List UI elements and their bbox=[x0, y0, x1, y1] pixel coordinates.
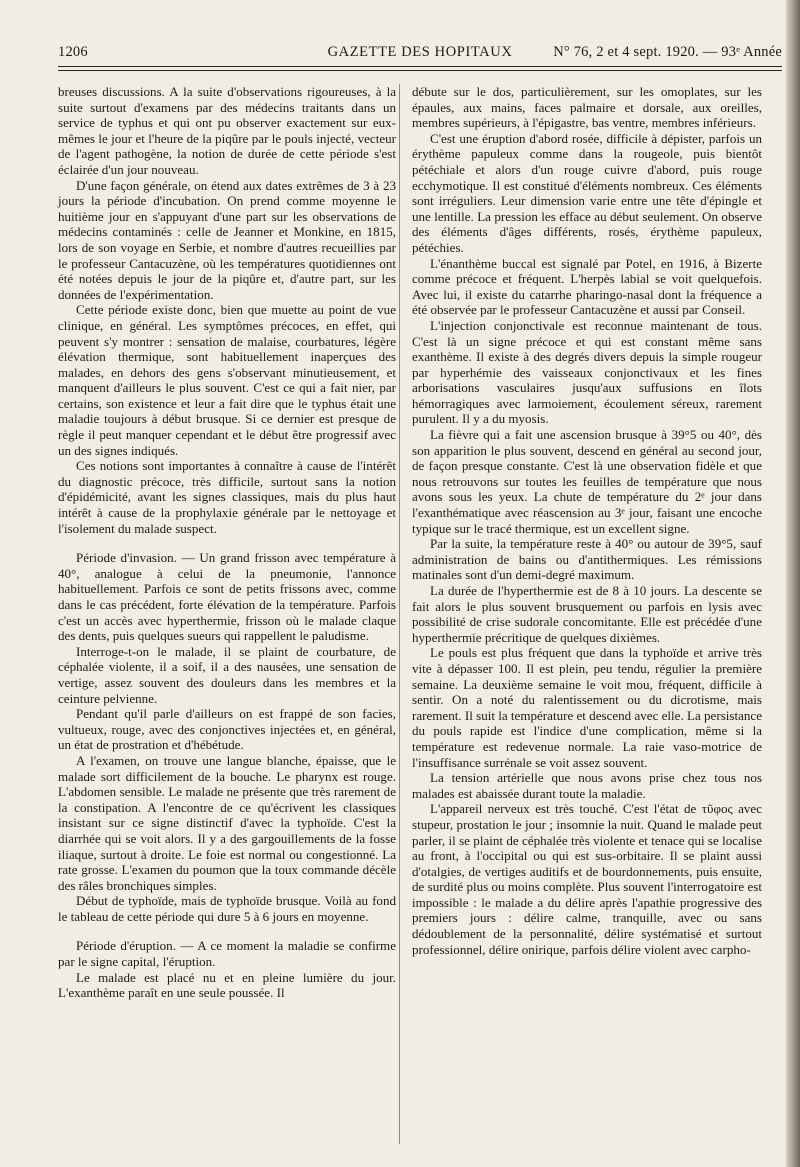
paragraph: Interroge-t-on le malade, il se plaint de courbature, de céphalée violente, il a soif, il a des nausées, une sensation de vertige, assez souvent des douleurs dans les membres et la ceinture pelvienne. bbox=[58, 643, 396, 706]
paragraph: Le pouls est plus fréquent que dans la typhoïde et arrive très vite à dépasser 100. Il est plein, peu tendu, régulier la première semaine. La deuxième semaine le voit mou, fréquent, difficile à sentir. On a noté du ralentissement ou du dicrotisme, mais rarement. Il suit la température et descend avec elle. La persistance du pouls rapide est l'indice d'une complication, même si la température est redevenue normale. La raie vaso-motrice de l'insuffisance surrénale se voit assez souvent. bbox=[412, 645, 762, 770]
paragraph: Par la suite, la température reste à 40° ou autour de 39°5, sauf administration de bains ou d'antithermiques. Les rémissions matinales sont d'un demi-degré maximum. bbox=[412, 536, 762, 583]
section-eruption: Période d'éruption. — A ce moment la maladie se confirme par le signe capital, l'éruption. bbox=[58, 938, 396, 970]
left-column bbox=[58, 84, 396, 1001]
paragraph: La tension artérielle que nous avons prise chez tous nos malades est abaissée durant toute la maladie. bbox=[412, 770, 762, 801]
paragraph: Le malade est placé nu et en pleine lumière du jour. L'exanthème paraît en une seule poussée. Il bbox=[58, 969, 396, 1001]
page-number: 1206 bbox=[58, 44, 88, 60]
issue-info: N° 76, 2 et 4 sept. 1920. — 93ᵉ Année bbox=[553, 44, 782, 60]
paragraph: Ces notions sont importantes à connaître à cause de l'intérêt du diagnostic précoce, très difficile, surtout sans la notion d'épidémicité, avant les signes classiques, mais du plus haut intérêt à cause de la prophylaxie générale par le nettoyage et l'isolement du malade suspect. bbox=[58, 458, 396, 536]
paragraph: A l'examen, on trouve une langue blanche, épaisse, que le malade sort difficilement de la bouche. Le pharynx est rouge. L'abdomen sensible. Le malade ne présente que très rarement de la constipation. A l'encontre de ce qu'écrivent les classiques insistant sur ce signe distinctif d'avec la typhoïde. C'est la diarrhée qui se voit alors. Il y a des gargouillements de la fosse iliaque, surtout à droite. Le foie est normal ou congestionné. La rate grosse. L'examen du poumon que la toux commande décèle des râles bronchiques simples. bbox=[58, 752, 396, 893]
section-invasion: Période d'invasion. — Un grand frisson avec température à 40°, analogue à celui de la pneumonie, l'annonce habituellement. Parfois ce sont de petits frissons avec, comme dans le cas précédent, forte élévation de la température. Parfois c'est un accès avec hyperthermie, frisson où le malade claque des dents, puis quelques sueurs qui rappellent le paludisme. bbox=[58, 550, 396, 644]
paragraph: Cette période existe donc, bien que muette au point de vue clinique, en général. Les symptômes précoces, en effet, qui peuvent s'y montrer : sensation de malaise, courbatures, légère élévation thermique, sont habituellement inaperçues des malades, en dehors des gens s'observant minutieusement, et manquent d'ailleurs le plus souvent. C'est ce qui a fait nier, par certains, son existence et leur a fait dire que le typhus était une maladie toujours à début brusque. Si ce dernier est presque de règle il peut manquer cependant et le début être progressif avec un des signes indiqués. bbox=[58, 302, 396, 458]
journal-title: GAZETTE DES HOPITAUX bbox=[327, 44, 513, 60]
header-rule bbox=[58, 66, 782, 67]
paragraph: L'énanthème buccal est signalé par Potel, en 1916, à Bizerte comme précoce et fréquent. L'herpès labial se voit quelquefois. Avec lui, il existe du catarrhe pharingo-nasal dont la fréquence a été observée par le professeur Cantacuzène et aussi par Conseil. bbox=[412, 255, 762, 318]
column-divider bbox=[399, 84, 400, 1144]
paragraph: débute sur le dos, particulièrement, sur les omoplates, sur les épaules, aux mains, faces palmaire et dorsale, aux oreilles, membres supérieurs, à l'épigastre, bas ventre, membres inférieurs. bbox=[412, 84, 762, 131]
right-column bbox=[412, 84, 762, 957]
paragraph: Pendant qu'il parle d'ailleurs on est frappé de son facies, vultueux, rouge, avec des conjonctives injectées et, en général, un état de prostration et d'hébétude. bbox=[58, 706, 396, 753]
paragraph: C'est une éruption d'abord rosée, difficile à dépister, parfois un érythème papuleux comme dans la rougeole, puis bientôt pétéchiale et alors d'un rouge cuivre d'abord, puis rouge ecchymotique. Il est constitué d'éléments nombreux. Ces éléments sont irréguliers. Leur dimension varie entre une tête d'épingle et une lentille. La pression les efface au début seulement. On observe des éléments d'âges différents, rosés, érythème papuleux, pétéchies. bbox=[412, 130, 762, 255]
page-header bbox=[58, 44, 782, 66]
page-edge-shadow bbox=[786, 0, 800, 1167]
paragraph: Début de typhoïde, mais de typhoïde brusque. Voilà au fond le tableau de cette période qui dure 5 à 6 jours en moyenne. bbox=[58, 893, 396, 924]
paragraph: breuses discussions. A la suite d'observations rigoureuses, à la suite surtout d'examens par des médecins traitants dans un service de typhus et qui ont pu observer exactement sur eux-mêmes le jour et l'heure de la piqûre par le pouls injecté, vecteur de l'agent pathogène, la notion de durée de cette période s'est éclairée d'un jour nouveau. bbox=[58, 84, 396, 177]
paragraph: La durée de l'hyperthermie est de 8 à 10 jours. La descente se fait alors le plus souvent brusquement ou parfois en lysis avec possibilité de crise sudorale concomitante. Elle est précédée d'une hyperthermie précritique de quelques dixièmes. bbox=[412, 583, 762, 645]
header-rule-double bbox=[58, 70, 782, 71]
paragraph: L'appareil nerveux est très touché. C'est l'état de τῦφος avec stupeur, prostation le jour ; insomnie la nuit. Quand le malade peut parler, il se plaint de céphalée très violente et tenace qui se localise au front, à l'occipital ou qui est sus-orbitaire. Il se plaint aussi d'otalgies, de vertiges auditifs et de bourdonnements, puis ensuite, de surdité plus ou moins complète. Plus souvent l'interrogatoire est impossible : le malade a du délire après l'apathie progressive des premiers jours : délire calme, tranquille, avec ou sans dédoublement de la personnalité, délire systématisé et surtout professionnel, délire onirique, parfois délire violent avec carpho- bbox=[412, 801, 762, 957]
paragraph: La fièvre qui a fait une ascension brusque à 39°5 ou 40°, dès son apparition le plus souvent, descend en général au second jour, de façon presque constante. C'est là une observation fidèle et que nous retrouvons sur toutes les feuilles de température que nous avons sous les yeux. La chute de température du 2ᵉ jour dans l'exanthématique avec réascension au 3ᵉ jour, faisant une encoche typique sur le tracé thermique, est un excellent signe. bbox=[412, 427, 762, 536]
paragraph: L'injection conjonctivale est reconnue maintenant de tous. C'est là un signe précoce et qui est constant même sans exanthème. Il existe à des degrés divers depuis la simple rougeur par hyperhémie des vaisseaux conjonctivaux et les fines arborisations vasculaires jusqu'aux suffusions en îlots hémorragiques avec larmoiement, écoulement séreux, rarement purulent. Il y a du myosis. bbox=[412, 317, 762, 427]
paragraph: D'une façon générale, on étend aux dates extrêmes de 3 à 23 jours la période d'incubation. On prend comme moyenne le huitième jour en s'appuyant d'une part sur les observations de médecins contaminés : celle de Jeanner et Monkine, en 1815, lors de son voyage en Serbie, et nombre d'autres recueillies par le professeur Cantacuzène, où les températures quotidiennes ont été notées depuis le jour de la piqûre et, d'autre part, sur les données de l'expérimentation. bbox=[58, 177, 396, 302]
